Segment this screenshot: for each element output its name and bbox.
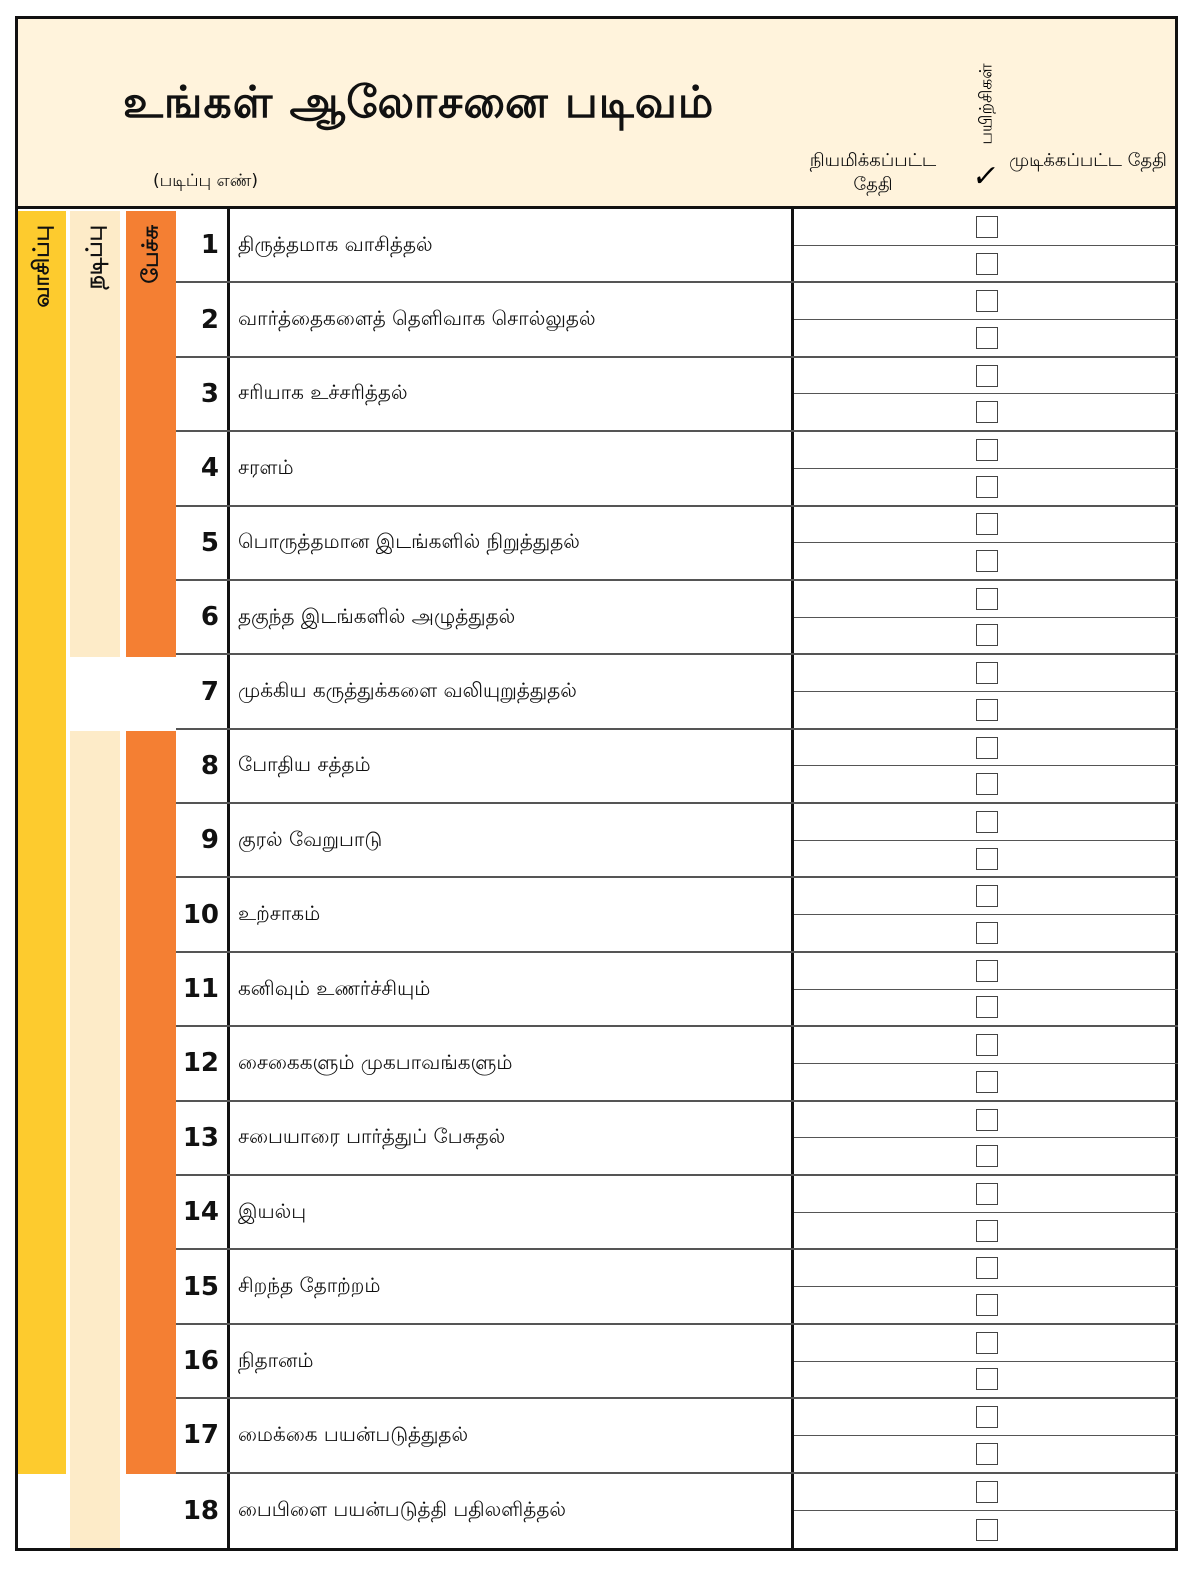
completed-date-cell[interactable] (794, 1436, 1178, 1472)
table-row (176, 1474, 1178, 1548)
exercise-checkbox[interactable] (976, 1519, 998, 1541)
completed-date-cell[interactable] (794, 1213, 1178, 1249)
exercise-checkbox[interactable] (976, 1368, 998, 1390)
assigned-date-cell[interactable] (794, 953, 1178, 990)
exercise-checkbox[interactable] (976, 1109, 998, 1131)
table-row (176, 1027, 1178, 1101)
table-row (176, 730, 1178, 804)
talk-bar (126, 211, 176, 657)
assigned-date-cell[interactable] (794, 878, 1178, 915)
assigned-date-cell[interactable] (794, 1102, 1178, 1139)
study-number: 11 (182, 974, 219, 1005)
exercise-checkbox[interactable] (976, 476, 998, 498)
exercise-checkbox[interactable] (976, 885, 998, 907)
assigned-date-cell[interactable] (794, 1250, 1178, 1287)
counsel-form (15, 16, 1178, 1551)
exercise-checkbox[interactable] (976, 253, 998, 275)
study-number: 2 (200, 304, 219, 335)
exercises-header (973, 49, 1003, 159)
completed-date-cell[interactable] (794, 1511, 1178, 1548)
acting-bar (70, 211, 120, 657)
exercise-checkbox[interactable] (976, 1406, 998, 1428)
study-number: 3 (200, 378, 219, 409)
date-cells (791, 655, 1178, 727)
study-title: பொருத்தமான இடங்களில் நிறுத்துதல் (227, 507, 791, 579)
completed-date-cell[interactable] (794, 618, 1178, 654)
study-title: போதிய சத்தம் (227, 730, 791, 802)
completed-date-cell[interactable] (794, 320, 1178, 356)
completed-date-cell[interactable] (794, 915, 1178, 951)
assigned-date-cell[interactable] (794, 358, 1178, 395)
table-row (176, 581, 1178, 655)
exercise-checkbox[interactable] (976, 1220, 998, 1242)
date-cells (791, 1250, 1178, 1322)
exercise-checkbox[interactable] (976, 1294, 998, 1316)
assigned-date-cell[interactable] (794, 1176, 1178, 1213)
talk-bar-lower (126, 731, 176, 1474)
reading-column (18, 211, 66, 1548)
date-cells (791, 209, 1178, 281)
study-title: முக்கிய கருத்துக்களை வலியுறுத்துதல் (227, 655, 791, 727)
exercise-checkbox[interactable] (976, 960, 998, 982)
completed-date-cell[interactable] (794, 543, 1178, 579)
date-cells (791, 358, 1178, 430)
exercise-checkbox[interactable] (976, 588, 998, 610)
exercise-checkbox[interactable] (976, 773, 998, 795)
assigned-date-cell[interactable] (794, 507, 1178, 544)
acting-bar-lower (70, 731, 120, 1548)
reading-label: வாசிப்பு (29, 225, 55, 308)
study-title: சரளம் (227, 432, 791, 504)
date-cells (791, 1176, 1178, 1248)
date-cells (791, 432, 1178, 504)
date-cells (791, 1399, 1178, 1471)
assigned-date-cell[interactable] (794, 432, 1178, 469)
table-row (176, 1176, 1178, 1250)
study-number-label: (படிப்பு எண்) (153, 171, 259, 191)
check-mark-icon: ✓ (969, 159, 1002, 194)
study-number: 6 (200, 602, 219, 633)
exercise-checkbox[interactable] (976, 1481, 998, 1503)
study-number: 13 (182, 1122, 219, 1153)
exercise-checkbox[interactable] (976, 624, 998, 646)
study-title: சிறந்த தோற்றம் (227, 1250, 791, 1322)
exercise-checkbox[interactable] (976, 216, 998, 238)
study-title: வார்த்தைகளைத் தெளிவாக சொல்லுதல் (227, 283, 791, 355)
assigned-date-cell[interactable] (794, 1027, 1178, 1064)
study-title: உற்சாகம் (227, 878, 791, 950)
completed-date-cell[interactable] (794, 990, 1178, 1026)
exercise-checkbox[interactable] (976, 1443, 998, 1465)
study-number: 16 (182, 1346, 219, 1377)
form-header (18, 19, 1175, 209)
study-title: மைக்கை பயன்படுத்துதல் (227, 1399, 791, 1471)
exercise-checkbox[interactable] (976, 811, 998, 833)
table-row (176, 878, 1178, 952)
exercise-checkbox[interactable] (976, 662, 998, 684)
completed-date-cell[interactable] (794, 841, 1178, 877)
form-body (18, 209, 1175, 1548)
study-number: 8 (200, 750, 219, 781)
study-title: நிதானம் (227, 1325, 791, 1397)
date-cells (791, 581, 1178, 653)
exercise-checkbox[interactable] (976, 737, 998, 759)
exercise-checkbox[interactable] (976, 1034, 998, 1056)
study-rows (176, 209, 1178, 1548)
study-number: 4 (200, 453, 219, 484)
reading-bar (18, 211, 66, 1474)
assigned-date-cell[interactable] (794, 804, 1178, 841)
study-number: 9 (200, 825, 219, 856)
date-cells (791, 730, 1178, 802)
study-title: இயல்பு (227, 1176, 791, 1248)
study-number: 14 (182, 1197, 219, 1228)
table-row (176, 804, 1178, 878)
study-number: 12 (182, 1048, 219, 1079)
exercise-checkbox[interactable] (976, 848, 998, 870)
assigned-date-cell[interactable] (794, 1399, 1178, 1436)
study-number: 7 (200, 676, 219, 707)
assigned-date-cell[interactable] (794, 209, 1178, 246)
date-cells (791, 804, 1178, 876)
table-row (176, 283, 1178, 357)
date-cells (791, 878, 1178, 950)
date-cells (791, 953, 1178, 1025)
date-cells (791, 1325, 1178, 1397)
date-cells (791, 507, 1178, 579)
study-number: 5 (200, 527, 219, 558)
completed-date-cell[interactable] (794, 394, 1178, 430)
study-title: கனிவும் உணர்ச்சியும் (227, 953, 791, 1025)
table-row (176, 1250, 1178, 1324)
table-row (176, 432, 1178, 506)
table-row (176, 655, 1178, 729)
table-row (176, 358, 1178, 432)
study-number: 15 (182, 1271, 219, 1302)
study-title: தகுந்த இடங்களில் அழுத்துதல் (227, 581, 791, 653)
assigned-date-cell[interactable] (794, 730, 1178, 767)
study-number: 10 (182, 899, 219, 930)
date-cells (791, 1027, 1178, 1099)
exercise-checkbox[interactable] (976, 1332, 998, 1354)
acting-label: நடிப்பு (82, 225, 108, 290)
exercise-checkbox[interactable] (976, 401, 998, 423)
study-title: சபையாரை பார்த்துப் பேசுதல் (227, 1102, 791, 1174)
table-row (176, 209, 1178, 283)
study-title: திருத்தமாக வாசித்தல் (227, 209, 791, 281)
study-number: 18 (182, 1495, 219, 1526)
exercise-checkbox[interactable] (976, 513, 998, 535)
study-number: 1 (200, 230, 219, 261)
study-number: 17 (182, 1420, 219, 1451)
exercises-label: பயிற்சிகள் (977, 63, 998, 145)
completed-date-cell[interactable] (794, 469, 1178, 505)
form-title: உங்கள் ஆலோசனை படிவம் (123, 77, 715, 128)
exercise-checkbox[interactable] (976, 1145, 998, 1167)
exercise-checkbox[interactable] (976, 1257, 998, 1279)
exercise-checkbox[interactable] (976, 290, 998, 312)
study-title: சைகைகளும் முகபாவங்களும் (227, 1027, 791, 1099)
completed-date-cell[interactable] (794, 1287, 1178, 1323)
exercise-checkbox[interactable] (976, 1183, 998, 1205)
table-row (176, 953, 1178, 1027)
assigned-date-cell[interactable] (794, 283, 1178, 320)
date-cells (791, 283, 1178, 355)
table-row (176, 1102, 1178, 1176)
acting-column (70, 211, 120, 1548)
table-row (176, 1399, 1178, 1473)
completed-date-cell[interactable] (794, 692, 1178, 728)
completed-date-cell[interactable] (794, 766, 1178, 802)
completed-date-cell[interactable] (794, 1064, 1178, 1100)
assigned-date-cell[interactable] (794, 1474, 1178, 1512)
assigned-date-cell[interactable] (794, 1325, 1178, 1362)
assigned-date-header: நியமிக்கப்பட்ட தேதி (809, 150, 937, 195)
study-title: குரல் வேறுபாடு (227, 804, 791, 876)
exercise-checkbox[interactable] (976, 365, 998, 387)
completed-date-header: முடிக்கப்பட்ட தேதி (1009, 150, 1167, 171)
date-cells (791, 1102, 1178, 1174)
completed-date-cell[interactable] (794, 1362, 1178, 1398)
exercise-checkbox[interactable] (976, 996, 998, 1018)
table-row (176, 1325, 1178, 1399)
date-cells (791, 1474, 1178, 1548)
assigned-date-cell[interactable] (794, 581, 1178, 618)
assigned-date-cell[interactable] (794, 655, 1178, 692)
exercise-checkbox[interactable] (976, 439, 998, 461)
exercise-checkbox[interactable] (976, 327, 998, 349)
exercise-checkbox[interactable] (976, 550, 998, 572)
talk-label: பேச்சு (138, 225, 164, 284)
exercise-checkbox[interactable] (976, 699, 998, 721)
completed-date-cell[interactable] (794, 246, 1178, 282)
exercise-checkbox[interactable] (976, 1071, 998, 1093)
exercise-checkbox[interactable] (976, 922, 998, 944)
study-title: பைபிளை பயன்படுத்தி பதிலளித்தல் (227, 1474, 791, 1548)
table-row (176, 507, 1178, 581)
completed-date-cell[interactable] (794, 1138, 1178, 1174)
study-title: சரியாக உச்சரித்தல் (227, 358, 791, 430)
talk-column (126, 211, 176, 1548)
